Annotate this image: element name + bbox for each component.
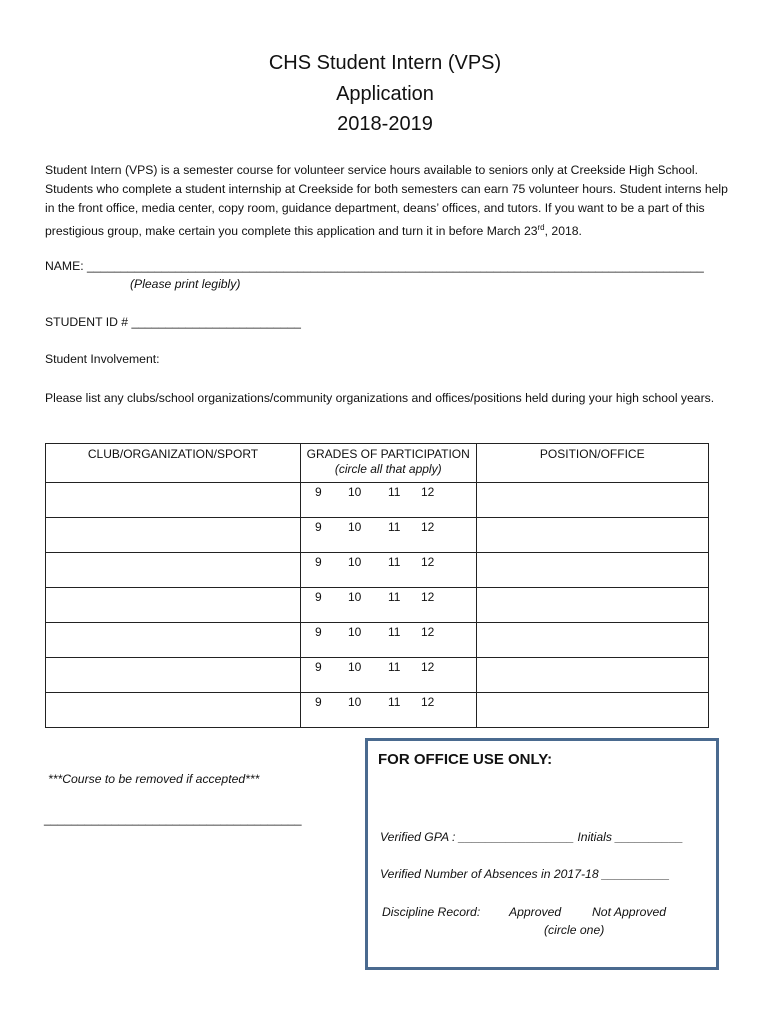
grade-option[interactable]: 12 — [420, 485, 435, 499]
not-approved-option[interactable]: Not Approved — [592, 905, 667, 919]
grade-option[interactable]: 11 — [387, 590, 401, 604]
grade-option[interactable]: 10 — [347, 660, 362, 674]
grades-cell — [300, 658, 476, 693]
removal-note — [48, 772, 259, 786]
grade-option[interactable]: 9 — [314, 555, 322, 569]
grade-option[interactable]: 10 — [347, 590, 362, 604]
grade-options — [301, 693, 476, 709]
intro-tail: , 2018. — [544, 224, 582, 239]
grade-option[interactable]: 12 — [420, 625, 435, 639]
grade-option[interactable]: 12 — [420, 695, 435, 709]
involvement-heading: Student Involvement: — [45, 352, 160, 366]
grade-option[interactable]: 11 — [387, 520, 401, 534]
grades-cell — [300, 623, 476, 658]
grades-cell — [300, 588, 476, 623]
grade-option[interactable]: 10 — [347, 520, 362, 534]
grade-option[interactable]: 11 — [387, 625, 401, 639]
table-row — [46, 693, 709, 728]
position-cell[interactable] — [476, 553, 708, 588]
office-heading: FOR OFFICE USE ONLY: — [378, 751, 553, 768]
grade-option[interactable]: 9 — [314, 485, 322, 499]
circle-one-hint: (circle one) — [544, 923, 605, 937]
table-row — [46, 623, 709, 658]
club-cell[interactable] — [46, 658, 301, 693]
grade-option[interactable]: 9 — [314, 590, 322, 604]
grade-option[interactable]: 9 — [314, 625, 322, 639]
grade-option[interactable]: 10 — [347, 555, 362, 569]
grade-option[interactable]: 11 — [387, 660, 401, 674]
intro-text: Student Intern (VPS) is a semester course for volunteer service hours available to seniors only at Creekside High School. Students who complete a student internship at Creekside for both semesters can earn 75 volunteer hours. Student interns help in the front office, media center, copy room, guidance department, deans’ offices, and tutors. If you want to be a part of this prestigious group, make certain you complete this application and turn it in before March 23 — [45, 163, 728, 239]
position-cell[interactable] — [476, 693, 708, 728]
removal-text: ***Course to be removed if accepted*** — [48, 772, 260, 786]
club-cell[interactable] — [46, 623, 301, 658]
grades-cell — [300, 518, 476, 553]
grades-cell — [300, 483, 476, 518]
grade-option[interactable]: 9 — [314, 520, 322, 534]
grade-options — [301, 588, 476, 604]
grades-cell — [300, 693, 476, 728]
club-cell[interactable] — [46, 518, 301, 553]
grade-option[interactable]: 11 — [387, 485, 401, 499]
instructions-text: Please list any clubs/school organizations/community organizations and offices/positions held during your high school years. — [45, 391, 715, 405]
grade-option[interactable]: 10 — [347, 485, 362, 499]
position-cell[interactable] — [476, 623, 708, 658]
grade-option[interactable]: 9 — [314, 695, 322, 709]
club-cell[interactable] — [46, 588, 301, 623]
verified-absences[interactable]: Verified Number of Absences in 2017-18 __________ — [380, 867, 670, 881]
club-cell[interactable] — [46, 553, 301, 588]
grade-options — [301, 658, 476, 674]
intro-sup: rd — [537, 223, 545, 232]
table-row — [46, 483, 709, 518]
header-grades-sub: (circle all that apply) — [334, 462, 442, 476]
header-grades-label: GRADES OF PARTICIPATION — [306, 447, 470, 461]
grade-option[interactable]: 12 — [420, 555, 435, 569]
student-id-field[interactable]: STUDENT ID # _________________________ — [45, 315, 301, 329]
grade-options — [301, 623, 476, 639]
table-row — [46, 588, 709, 623]
grade-option[interactable]: 11 — [387, 555, 401, 569]
header-club: CLUB/ORGANIZATION/SPORT — [46, 444, 301, 483]
verified-gpa[interactable]: Verified GPA : _________________ Initials __________ — [380, 830, 684, 844]
name-field[interactable]: NAME: ___________________________________________________________________________________________ — [45, 259, 704, 273]
title-line-2: Application — [336, 83, 434, 105]
removal-signature-line[interactable]: ______________________________________ — [44, 812, 302, 826]
table-row — [46, 518, 709, 553]
position-cell[interactable] — [476, 588, 708, 623]
header-position: POSITION/OFFICE — [476, 444, 708, 483]
grade-option[interactable]: 11 — [387, 695, 401, 709]
grade-options — [301, 518, 476, 534]
header-grades — [300, 444, 476, 483]
grades-cell — [300, 553, 476, 588]
grade-options — [301, 553, 476, 569]
title-line-3: 2018-2019 — [337, 113, 433, 135]
involvement-table — [45, 443, 709, 728]
name-hint: (Please print legibly) — [130, 277, 241, 291]
grade-option[interactable]: 9 — [314, 660, 322, 674]
grade-option[interactable]: 12 — [420, 590, 435, 604]
position-cell[interactable] — [476, 658, 708, 693]
club-cell[interactable] — [46, 693, 301, 728]
table-row — [46, 658, 709, 693]
position-cell[interactable] — [476, 483, 708, 518]
grade-option[interactable]: 10 — [347, 625, 362, 639]
intro-paragraph — [45, 161, 735, 241]
grade-option[interactable]: 12 — [420, 660, 435, 674]
grade-options — [301, 483, 476, 499]
position-cell[interactable] — [476, 518, 708, 553]
table-row — [46, 553, 709, 588]
office-use-box — [365, 738, 719, 970]
title-line-1: CHS Student Intern (VPS) — [268, 52, 502, 74]
club-cell[interactable] — [46, 483, 301, 518]
table-header-row — [46, 444, 709, 483]
grade-option[interactable]: 12 — [420, 520, 435, 534]
discipline-label: Discipline Record: — [382, 905, 481, 919]
approved-option[interactable]: Approved — [509, 905, 562, 919]
grade-option[interactable]: 10 — [347, 695, 362, 709]
